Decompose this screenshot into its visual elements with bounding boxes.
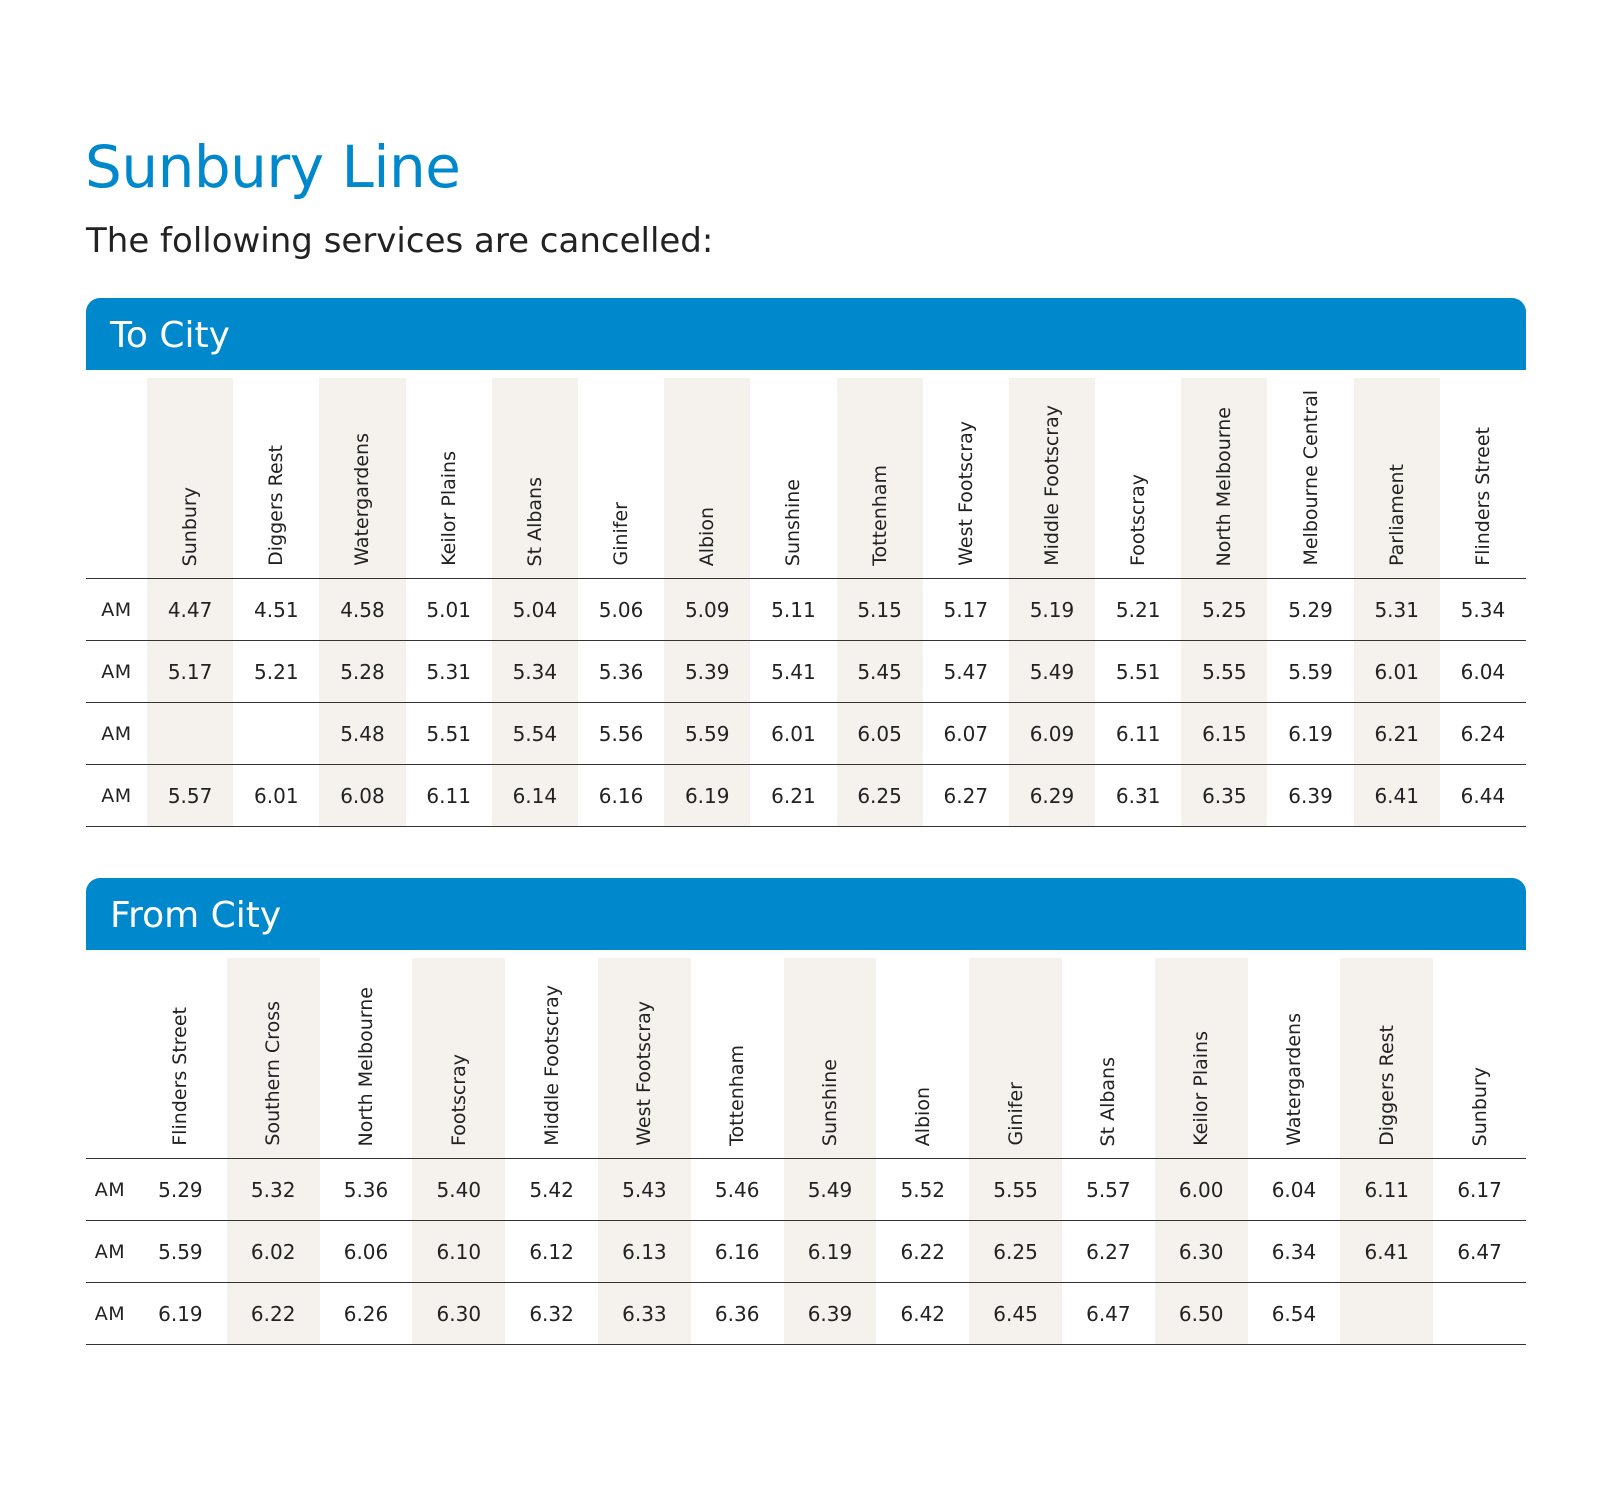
- from-city-section: [86, 878, 1526, 1345]
- station-header-watergardens: [319, 378, 405, 579]
- time-cell: 6.08: [319, 765, 405, 827]
- period-label: AM: [86, 1159, 134, 1221]
- station-header-albion: [876, 958, 969, 1159]
- time-cell: 5.51: [406, 703, 492, 765]
- time-cell: 6.26: [320, 1283, 413, 1345]
- time-cell: 5.31: [406, 641, 492, 703]
- from-city-heading: From City: [86, 878, 1526, 950]
- table-row: [86, 765, 1526, 827]
- period-label: AM: [86, 1221, 134, 1283]
- time-cell: 6.19: [1267, 703, 1353, 765]
- time-cell: 6.19: [664, 765, 750, 827]
- time-cell: 6.30: [412, 1283, 505, 1345]
- station-name: Flinders Street: [169, 1007, 192, 1146]
- time-cell: 6.24: [1440, 703, 1526, 765]
- time-cell: 6.15: [1181, 703, 1267, 765]
- period-label: AM: [86, 641, 147, 703]
- station-name: Diggers Rest: [265, 445, 288, 566]
- time-cell: 6.39: [784, 1283, 877, 1345]
- from-city-station-header-row: [86, 958, 1526, 1159]
- time-cell: 6.12: [505, 1221, 598, 1283]
- time-cell: 6.21: [1354, 703, 1440, 765]
- table-row: [86, 1221, 1526, 1283]
- time-cell: 4.51: [233, 579, 319, 641]
- time-cell: 5.47: [923, 641, 1009, 703]
- time-cell: 6.35: [1181, 765, 1267, 827]
- station-name: North Melbourne: [354, 986, 377, 1146]
- station-header-tottenham: [837, 378, 923, 579]
- time-cell: 5.59: [664, 703, 750, 765]
- time-cell: 5.57: [1062, 1159, 1155, 1221]
- time-cell: 5.40: [412, 1159, 505, 1221]
- time-cell: 6.19: [134, 1283, 227, 1345]
- table-row: [86, 1159, 1526, 1221]
- time-cell: 6.11: [1095, 703, 1181, 765]
- time-cell: [233, 703, 319, 765]
- station-name: Southern Cross: [262, 1001, 285, 1146]
- station-name: Ginifer: [1004, 1082, 1027, 1146]
- time-cell: 5.19: [1009, 579, 1095, 641]
- station-header-middle-footscray: [1009, 378, 1095, 579]
- time-cell: 6.39: [1267, 765, 1353, 827]
- time-cell: 5.48: [319, 703, 405, 765]
- time-cell: 6.05: [837, 703, 923, 765]
- station-name: Tottenham: [868, 465, 891, 566]
- table-row: [86, 1283, 1526, 1345]
- time-cell: 5.51: [1095, 641, 1181, 703]
- time-cell: 5.52: [876, 1159, 969, 1221]
- time-cell: 5.17: [147, 641, 233, 703]
- station-header-keilor-plains: [1155, 958, 1248, 1159]
- time-cell: 5.25: [1181, 579, 1267, 641]
- time-cell: 5.56: [578, 703, 664, 765]
- station-name: Ginifer: [610, 502, 633, 566]
- time-cell: [1433, 1283, 1526, 1345]
- time-cell: 6.54: [1248, 1283, 1341, 1345]
- station-name: Parliament: [1385, 464, 1408, 566]
- time-cell: 5.29: [1267, 579, 1353, 641]
- station-header-southern-cross: [227, 958, 320, 1159]
- time-cell: 5.28: [319, 641, 405, 703]
- station-header-footscray: [1095, 378, 1181, 579]
- time-cell: 5.59: [1267, 641, 1353, 703]
- time-cell: 5.04: [492, 579, 578, 641]
- station-name: Footscray: [1127, 474, 1150, 566]
- time-cell: 6.34: [1248, 1221, 1341, 1283]
- station-name: Sunshine: [818, 1058, 841, 1146]
- time-cell: 6.36: [691, 1283, 784, 1345]
- time-cell: 6.01: [233, 765, 319, 827]
- time-cell: 5.09: [664, 579, 750, 641]
- station-name: West Footscray: [954, 421, 977, 566]
- station-name: St Albans: [1097, 1056, 1120, 1146]
- station-header-north-melbourne: [1181, 378, 1267, 579]
- time-cell: 5.34: [1440, 579, 1526, 641]
- time-cell: 5.17: [923, 579, 1009, 641]
- to-city-section: [86, 298, 1526, 827]
- time-cell: 5.45: [837, 641, 923, 703]
- station-header-sunshine: [784, 958, 877, 1159]
- station-header-sunshine: [750, 378, 836, 579]
- station-header-diggers-rest: [233, 378, 319, 579]
- station-name: Sunbury: [179, 486, 202, 566]
- station-header-parliament: [1354, 378, 1440, 579]
- time-cell: 6.22: [227, 1283, 320, 1345]
- station-name: West Footscray: [633, 1001, 656, 1146]
- station-name: Keilor Plains: [437, 451, 460, 566]
- station-header-flinders-street: [134, 958, 227, 1159]
- time-cell: 5.36: [578, 641, 664, 703]
- time-cell: 5.46: [691, 1159, 784, 1221]
- time-cell: 6.17: [1433, 1159, 1526, 1221]
- station-header-st-albans: [1062, 958, 1155, 1159]
- time-cell: 5.29: [134, 1159, 227, 1221]
- time-cell: 5.55: [1181, 641, 1267, 703]
- time-cell: 5.41: [750, 641, 836, 703]
- station-header-ginifer: [969, 958, 1062, 1159]
- time-cell: 6.22: [876, 1221, 969, 1283]
- time-cell: 5.55: [969, 1159, 1062, 1221]
- time-cell: 6.02: [227, 1221, 320, 1283]
- station-name: Diggers Rest: [1375, 1025, 1398, 1146]
- time-cell: 5.39: [664, 641, 750, 703]
- station-name: Sunbury: [1468, 1066, 1491, 1146]
- time-cell: 6.19: [784, 1221, 877, 1283]
- table-row: [86, 641, 1526, 703]
- time-cell: 6.01: [1354, 641, 1440, 703]
- time-cell: 5.01: [406, 579, 492, 641]
- station-header-watergardens: [1248, 958, 1341, 1159]
- station-name: Middle Footscray: [1040, 405, 1063, 566]
- time-cell: 6.11: [1340, 1159, 1433, 1221]
- time-cell: 6.25: [969, 1221, 1062, 1283]
- to-city-timetable: [86, 370, 1526, 827]
- station-header-sunbury: [147, 378, 233, 579]
- station-name: Albion: [696, 506, 719, 566]
- time-cell: 6.44: [1440, 765, 1526, 827]
- station-name: St Albans: [523, 476, 546, 566]
- time-cell: 5.49: [1009, 641, 1095, 703]
- time-cell: 5.34: [492, 641, 578, 703]
- time-cell: 6.01: [750, 703, 836, 765]
- time-cell: 5.49: [784, 1159, 877, 1221]
- time-cell: 6.13: [598, 1221, 691, 1283]
- station-header-st-albans: [492, 378, 578, 579]
- time-cell: 6.04: [1440, 641, 1526, 703]
- time-cell: 6.14: [492, 765, 578, 827]
- station-header-ginifer: [578, 378, 664, 579]
- station-name: Watergardens: [1282, 1013, 1305, 1146]
- period-label: AM: [86, 1283, 134, 1345]
- time-cell: 6.47: [1433, 1221, 1526, 1283]
- station-name: Footscray: [447, 1054, 470, 1146]
- time-cell: 6.06: [320, 1221, 413, 1283]
- time-cell: 5.06: [578, 579, 664, 641]
- time-cell: 6.27: [923, 765, 1009, 827]
- corner-cell: [86, 378, 147, 579]
- time-cell: 6.45: [969, 1283, 1062, 1345]
- time-cell: 6.25: [837, 765, 923, 827]
- station-name: Melbourne Central: [1299, 390, 1322, 566]
- from-city-timetable: [86, 950, 1526, 1345]
- time-cell: 6.07: [923, 703, 1009, 765]
- station-name: Middle Footscray: [540, 985, 563, 1146]
- station-header-keilor-plains: [406, 378, 492, 579]
- station-name: Flinders Street: [1471, 427, 1494, 566]
- time-cell: 6.41: [1354, 765, 1440, 827]
- time-cell: 5.57: [147, 765, 233, 827]
- station-name: Watergardens: [351, 433, 374, 566]
- station-header-north-melbourne: [320, 958, 413, 1159]
- station-name: Albion: [911, 1086, 934, 1146]
- to-city-heading: To City: [86, 298, 1526, 370]
- time-cell: 5.43: [598, 1159, 691, 1221]
- time-cell: [1340, 1283, 1433, 1345]
- time-cell: 6.32: [505, 1283, 598, 1345]
- time-cell: 4.47: [147, 579, 233, 641]
- corner-cell: [86, 958, 134, 1159]
- station-header-melbourne-central: [1267, 378, 1353, 579]
- time-cell: 5.11: [750, 579, 836, 641]
- time-cell: 6.10: [412, 1221, 505, 1283]
- station-name: North Melbourne: [1213, 406, 1236, 566]
- time-cell: 5.15: [837, 579, 923, 641]
- time-cell: 6.29: [1009, 765, 1095, 827]
- time-cell: 5.54: [492, 703, 578, 765]
- station-name: Sunshine: [782, 478, 805, 566]
- station-header-sunbury: [1433, 958, 1526, 1159]
- time-cell: 6.16: [578, 765, 664, 827]
- time-cell: 5.36: [320, 1159, 413, 1221]
- page-subtitle: The following services are cancelled:: [86, 221, 714, 261]
- period-label: AM: [86, 765, 147, 827]
- time-cell: 5.31: [1354, 579, 1440, 641]
- station-header-footscray: [412, 958, 505, 1159]
- period-label: AM: [86, 579, 147, 641]
- time-cell: 6.42: [876, 1283, 969, 1345]
- time-cell: 6.04: [1248, 1159, 1341, 1221]
- time-cell: 6.31: [1095, 765, 1181, 827]
- time-cell: 5.59: [134, 1221, 227, 1283]
- page-title: Sunbury Line: [85, 133, 461, 201]
- to-city-station-header-row: [86, 378, 1526, 579]
- time-cell: 5.21: [1095, 579, 1181, 641]
- time-cell: 5.42: [505, 1159, 598, 1221]
- time-cell: 6.27: [1062, 1221, 1155, 1283]
- time-cell: 6.21: [750, 765, 836, 827]
- time-cell: 6.41: [1340, 1221, 1433, 1283]
- period-label: AM: [86, 703, 147, 765]
- time-cell: 6.09: [1009, 703, 1095, 765]
- station-header-diggers-rest: [1340, 958, 1433, 1159]
- time-cell: 6.50: [1155, 1283, 1248, 1345]
- table-row: [86, 703, 1526, 765]
- time-cell: 6.33: [598, 1283, 691, 1345]
- time-cell: 6.47: [1062, 1283, 1155, 1345]
- table-row: [86, 579, 1526, 641]
- time-cell: 4.58: [319, 579, 405, 641]
- time-cell: 6.30: [1155, 1221, 1248, 1283]
- station-header-west-footscray: [598, 958, 691, 1159]
- time-cell: 6.11: [406, 765, 492, 827]
- station-header-middle-footscray: [505, 958, 598, 1159]
- station-header-tottenham: [691, 958, 784, 1159]
- station-header-albion: [664, 378, 750, 579]
- time-cell: [147, 703, 233, 765]
- time-cell: 5.32: [227, 1159, 320, 1221]
- station-header-west-footscray: [923, 378, 1009, 579]
- station-header-flinders-street: [1440, 378, 1526, 579]
- time-cell: 6.16: [691, 1221, 784, 1283]
- time-cell: 5.21: [233, 641, 319, 703]
- station-name: Keilor Plains: [1190, 1031, 1213, 1146]
- time-cell: 6.00: [1155, 1159, 1248, 1221]
- station-name: Tottenham: [726, 1045, 749, 1146]
